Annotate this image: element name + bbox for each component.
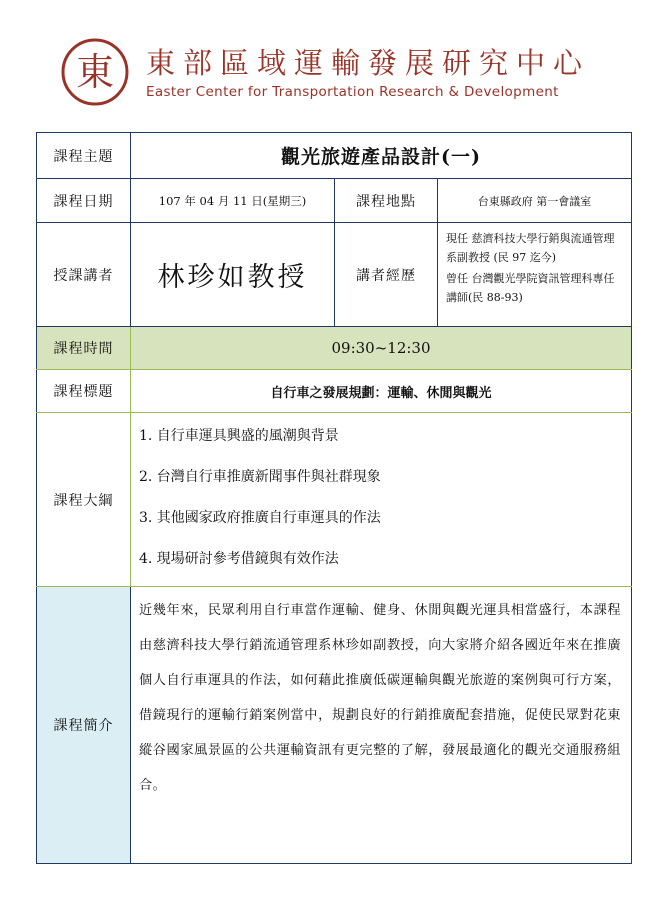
course-time: 09:30~12:30 — [131, 327, 632, 370]
topic-row — [37, 133, 632, 179]
experience-previous: 曾任 台灣觀光學院資訊管理科專任講師(民 88-93) — [446, 272, 615, 304]
organization-logo-icon — [60, 37, 130, 107]
venue-label: 課程地點 — [335, 179, 438, 223]
time-row — [37, 327, 632, 370]
subject-label: 課程標題 — [37, 370, 131, 413]
outline-label: 課程大綱 — [37, 413, 131, 587]
course-subject: 自行車之發展規劃：運輸、休閒與觀光 — [131, 370, 632, 413]
lecturer-name: 林珍如教授 — [131, 223, 335, 327]
course-info-table — [36, 132, 632, 864]
outline-item: 1. 自行車運具興盛的風潮與背景 — [139, 428, 339, 444]
logo-glyph: 東 — [75, 50, 115, 94]
course-venue: 台東縣政府 第一會議室 — [438, 179, 632, 223]
lecturer-experience — [438, 223, 632, 327]
lecturer-row — [37, 223, 632, 327]
outline-item: 4. 現場研討參考借鏡與有效作法 — [139, 551, 339, 567]
subject-row — [37, 370, 632, 413]
outline-item: 3. 其他國家政府推廣自行車運具的作法 — [139, 510, 381, 526]
organization-name-english: Easter Center for Transportation Research & Development — [146, 84, 559, 100]
date-label: 課程日期 — [37, 179, 131, 223]
topic-label: 課程主題 — [37, 133, 131, 179]
intro-row — [37, 587, 632, 864]
course-introduction: 近幾年來，民眾利用自行車當作運輸、健身、休閒與觀光運具相當盛行，本課程由慈濟科技大學行銷流通管理系林珍如副教授，向大家將介紹各國近年來在推廣個人自行車運具的作法，如何藉此推廣低碳運輸與觀光旅遊的案例與可行方案，借鏡現行的運輸行銷案例當中，規劃良好的行銷推廣配套措施，促使民眾對花東縱谷國家風景區的公共運輸資訊有更完整的了解，發展最適化的觀光交通服務組合。 — [131, 587, 632, 864]
experience-label: 講者經歷 — [335, 223, 438, 327]
experience-current: 現任 慈濟科技大學行銷與流通管理系副教授 (民 97 迄今) — [446, 232, 615, 264]
organization-header — [60, 37, 620, 109]
lecturer-label: 授課講者 — [37, 223, 131, 327]
course-outline — [131, 413, 632, 587]
outline-item: 2. 台灣自行車推廣新聞事件與社群現象 — [139, 469, 381, 485]
time-label: 課程時間 — [37, 327, 131, 370]
outline-row — [37, 413, 632, 587]
organization-name-chinese: 東部區域運輸發展研究中心 — [146, 46, 591, 80]
intro-label: 課程簡介 — [37, 587, 131, 864]
course-topic: 觀光旅遊產品設計(一) — [131, 133, 632, 179]
course-date: 107 年 04 月 11 日(星期三) — [131, 179, 335, 223]
date-venue-row — [37, 179, 632, 223]
